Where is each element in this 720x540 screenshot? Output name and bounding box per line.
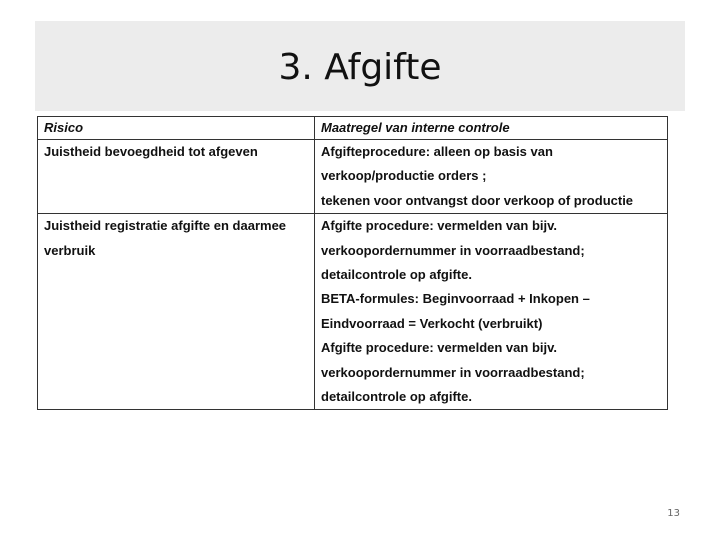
measure-line: verkoopordernummer in voorraadbestand; bbox=[321, 364, 585, 380]
measure-line: Afgifte procedure: vermelden van bijv. bbox=[321, 218, 557, 234]
measure-line: verkoop/productie orders ; bbox=[321, 168, 487, 184]
measure-line: Afgifte procedure: vermelden van bijv. bbox=[321, 340, 557, 356]
table-header-row bbox=[38, 117, 668, 140]
risk-line: verbruik bbox=[44, 242, 96, 258]
measure-cell bbox=[315, 214, 668, 410]
risk-cell bbox=[38, 214, 315, 410]
measure-line: Afgifteprocedure: alleen op basis van bbox=[321, 144, 553, 159]
measure-line: detailcontrole op afgifte. bbox=[321, 266, 472, 282]
measure-line: Eindvoorraad = Verkocht (verbruikt) bbox=[321, 315, 543, 331]
measure-line: tekenen voor ontvangst door verkoop of productie bbox=[321, 192, 634, 208]
risk-cell bbox=[38, 140, 315, 214]
risk-line: Juistheid bevoegdheid tot afgeven bbox=[44, 144, 258, 159]
table-row bbox=[38, 140, 668, 214]
measure-cell bbox=[315, 140, 668, 214]
table-row bbox=[38, 214, 668, 410]
risk-control-table bbox=[37, 116, 668, 410]
risk-line: Juistheid registratie afgifte en daarmee bbox=[44, 218, 287, 234]
slide-title: 3. Afgifte bbox=[278, 47, 442, 88]
measure-line: detailcontrole op afgifte. bbox=[321, 388, 472, 404]
header-maatregel: Maatregel van interne controle bbox=[315, 117, 668, 140]
measure-line: verkoopordernummer in voorraadbestand; bbox=[321, 242, 585, 258]
page-number: 13 bbox=[667, 508, 680, 519]
measure-line: BETA-formules: Beginvoorraad + Inkopen – bbox=[321, 291, 590, 307]
header-risico: Risico bbox=[38, 117, 315, 140]
